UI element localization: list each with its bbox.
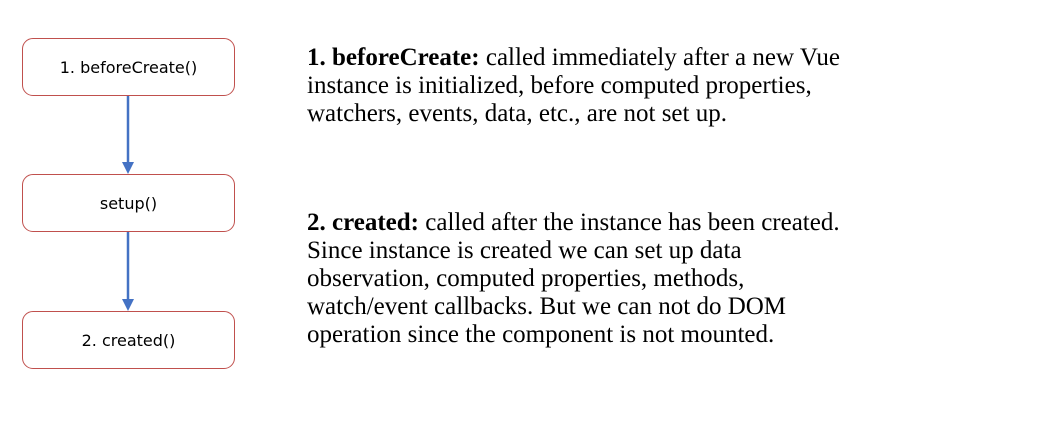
description-term: 1. beforeCreate: xyxy=(307,44,480,71)
node-setup-label: setup() xyxy=(99,193,158,213)
description-term: 2. created: xyxy=(307,209,419,236)
description-line: observation, computed properties, methods, xyxy=(307,265,745,292)
description-before-create xyxy=(307,44,1007,128)
arrow-down-icon xyxy=(118,232,138,311)
description-line: Since instance is created we can set up data xyxy=(307,237,742,264)
node-before-create-label: 1. beforeCreate() xyxy=(59,57,198,77)
description-text: called immediately after a new Vue xyxy=(479,44,840,71)
description-text: called after the instance has been created. xyxy=(419,209,840,236)
node-created xyxy=(22,311,235,369)
node-before-create xyxy=(22,38,235,96)
description-line: watch/event callbacks. But we can not do DOM xyxy=(307,293,787,320)
node-created-label: 2. created() xyxy=(81,330,176,350)
description-line: watchers, events, data, etc., are not set up. xyxy=(307,100,727,127)
description-line xyxy=(307,209,1007,237)
node-setup xyxy=(22,174,235,232)
description-line: instance is initialized, before computed properties, xyxy=(307,72,812,99)
arrow-down-icon xyxy=(118,96,138,174)
description-created xyxy=(307,209,1007,349)
arrow-head xyxy=(122,162,134,174)
description-line: operation since the component is not mounted. xyxy=(307,321,775,348)
arrow-head xyxy=(122,299,134,311)
description-line xyxy=(307,44,1007,72)
